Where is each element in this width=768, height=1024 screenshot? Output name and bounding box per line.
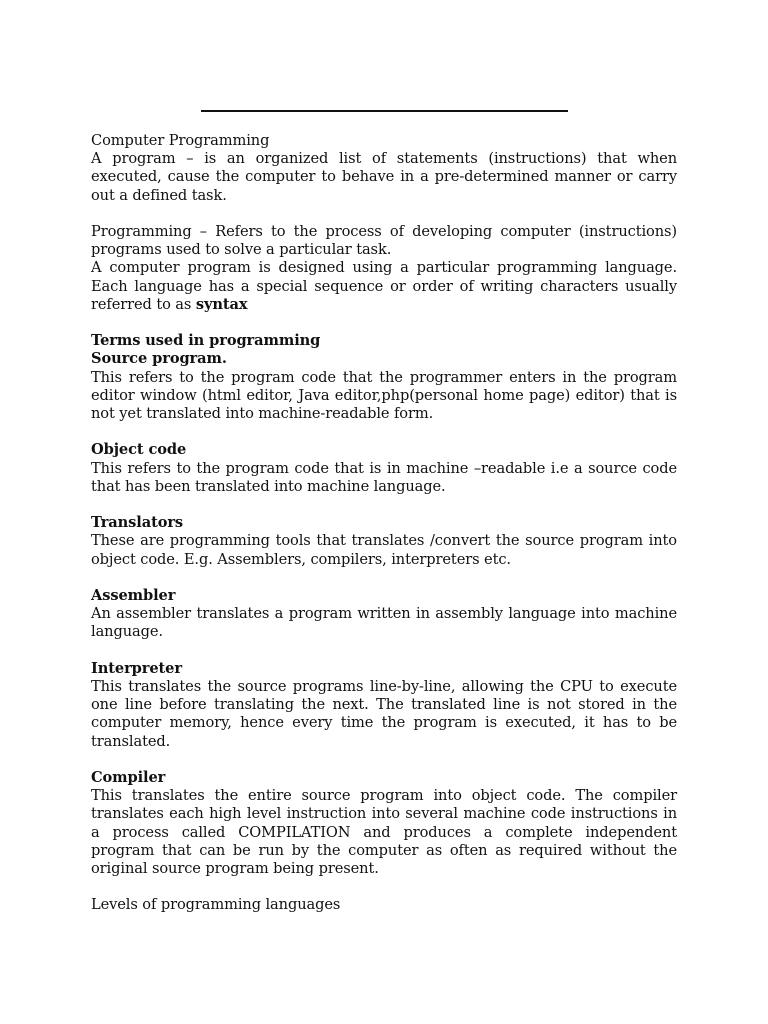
syntax-term: syntax (195, 295, 248, 313)
title-underline-rule (201, 110, 568, 112)
programming-definition: Programming – Refers to the process of developing computer (instructions) programs used to solve a particular task. (91, 223, 677, 259)
paragraph-gap (91, 496, 677, 514)
compiler-heading: Compiler (91, 769, 166, 786)
paragraph-gap (91, 878, 677, 896)
document-body (91, 132, 677, 915)
paragraph-gap (91, 642, 677, 660)
paragraph-gap (91, 751, 677, 769)
compiler-text: This translates the entire source program into object code. The compiler translates each high level instruction into several machine code instructions in a process called COMPILATION and produces a complete independent program that can be run by the computer as often as required without the original source program being present. (91, 787, 677, 878)
source-program-heading: Source program. (91, 350, 227, 368)
program-design-text: A computer program is designed using a particular programming language. Each language has a special sequence or order of writing characters usually referred to as (91, 259, 677, 313)
document-title: Computer Programming (91, 132, 270, 149)
assembler-text: An assembler translates a program written in assembly language into machine language. (91, 605, 677, 641)
interpreter-text: This translates the source programs line-by-line, allowing the CPU to execute one line before translating the next. The translated line is not stored in the computer memory, hence every time the program is executed, it has to be translated. (91, 678, 677, 750)
program-definition: A program – is an organized list of statements (instructions) that when executed, cause the computer to behave in a pre-determined manner or carry out a defined task. (91, 150, 677, 204)
paragraph-gap (91, 205, 677, 223)
object-code-heading: Object code (91, 441, 187, 459)
object-code-text: This refers to the program code that is in machine –readable i.e a source code that has been translated into machine language. (91, 459, 677, 495)
paragraph-gap (91, 423, 677, 441)
interpreter-heading: Interpreter (91, 659, 182, 677)
terms-heading: Terms used in programming (91, 332, 321, 350)
assembler-heading: Assembler (91, 587, 176, 604)
translators-heading: Translators (91, 514, 184, 532)
source-program-text: This refers to the program code that the programmer enters in the program editor window (html editor, Java editor,php(personal home page) editor) that is not yet translated into machine-readable form. (91, 368, 677, 423)
levels-line: Levels of programming languages (91, 896, 341, 914)
program-design-paragraph (91, 259, 677, 314)
paragraph-gap (91, 569, 677, 587)
paragraph-gap (91, 314, 677, 332)
translators-text: These are programming tools that translates /convert the source program into object code. E.g. Assemblers, compilers, interpreters etc. (91, 532, 677, 568)
